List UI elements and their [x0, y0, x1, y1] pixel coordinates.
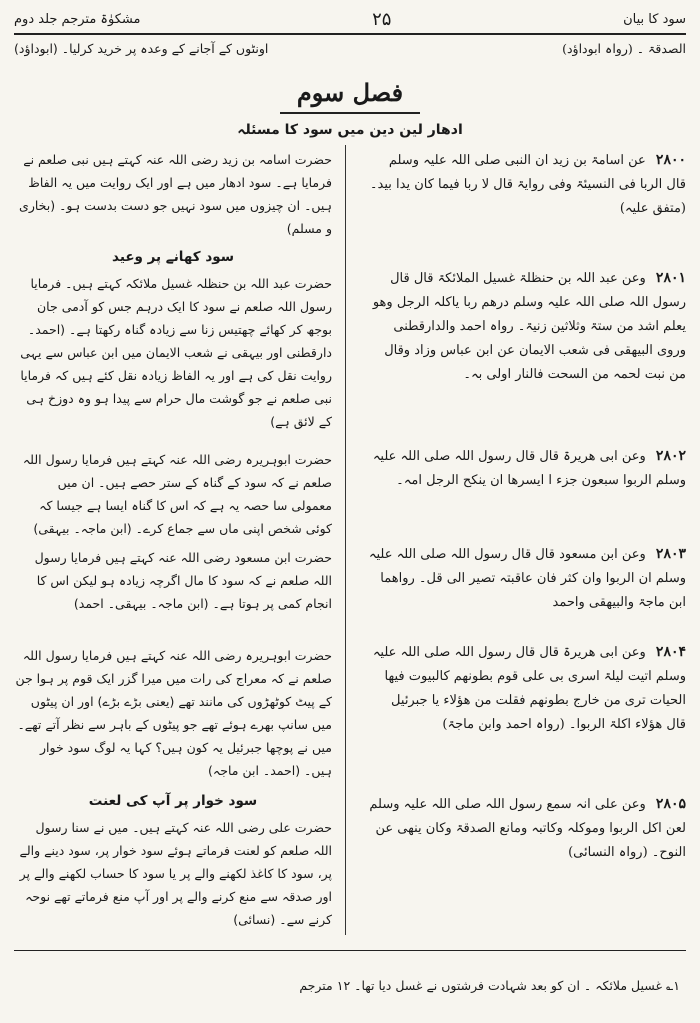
hadith-urdu-2800 [14, 148, 332, 240]
subhead-2: سود کھانے پر وعید [112, 249, 234, 265]
subhead-1: ادھار لین دین میں سود کا مسئلہ [237, 122, 463, 138]
hadith-urdu-text: حضرت عبد اللہ بن حنظلہ غسیل ملائکہ کہتے ہیں۔ فرمایا رسول اللہ صلعم نے سود کا ایک درہم جس کو آدمی جان بوجھ کر کھائے چھتیس زنا سے زیادہ گناہ رکھتا ہے۔ (احمد۔ دارقطنی اور بیہقی نے شعب الایمان میں ابن عباس سے یہی روایت نقل کی ہے اور یہ الفاظ زیادہ نقل کئے ہیں کہ فرمایا نبی صلعم نے جو گوشت مال حرام سے پیدا ہو وہ دوزخ ہی کے لائق ہے) [20, 276, 332, 429]
hadith-arabic-2800 [368, 148, 686, 260]
hadith-arabic-2804 [368, 640, 686, 786]
hadith-urdu-text: حضرت اسامہ بن زید رضی اللہ عنہ کہتے ہیں نبی صلعم نے فرمایا ہے۔ سود ادھار میں ہے اور ایک روایت میں یہ الفاظ ہیں۔ ان چیزوں میں سود نہیں جو دست بدست ہو۔ (بخاری و مسلم) [19, 152, 332, 236]
hadith-arabic-2805 [368, 792, 686, 865]
hadith-urdu-text: حضرت ابوہریرہ رضی اللہ عنہ کہتے ہیں فرمایا رسول اللہ صلعم نے کہ سود کے گناہ کے ستر حصے ہیں۔ ان میں معمولی سا حصہ یہ ہے کہ اس کا گناہ ایسا ہے جیسا کہ کوئی شخص اپنی ماں سے جماع کرے۔ (ابن ماجہ۔ بیہقی) [22, 452, 332, 536]
hadith-number: ۲۸۰۵ [655, 796, 686, 812]
running-header [14, 6, 686, 32]
hadith-number: ۲۸۰۲ [655, 448, 686, 464]
hadith-arabic-text: وعن عبد اللہ بن حنظلۃ غسیل الملائکۃ قال قال رسول اللہ صلی اللہ علیہ وسلم درھم ربا یاکلہ الرجل وھو یعلم اشد من ستۃ وثلاثین زنیۃ۔ رواہ احمد والدارقطنی وروی البیھقی فی شعب الایمان عن ابن عباس وزاد وقال من نبت لحمہ من السحت فالنار اولی بہ۔ [372, 271, 686, 382]
hadith-arabic-2801 [368, 266, 686, 438]
hadith-number: ۲۸۰۱ [655, 270, 686, 286]
hadith-arabic-text: وعن علی انہ سمع رسول اللہ صلی اللہ علیہ وسلم لعن اکل الربوا وموکلہ وکاتبہ ومانع الصدقۃ وکان ینھی عن النوح۔ (رواہ النسائی) [369, 797, 686, 860]
section-title-underline [280, 112, 420, 114]
section-title: فصل سوم [296, 78, 404, 107]
hadith-urdu-text: حضرت ابوہریرہ رضی اللہ عنہ کہتے ہیں فرمایا رسول اللہ صلعم نے کہ معراج کی رات میں میرا گزر ایک قوم پر ہوا جن کے پیٹ کوٹھڑوں کی مانند تھے (یعنی بڑے بڑے) اور ان پیٹوں میں سانپ بھرے ہوئے تھے جو پیٹوں کے باہر سے نظر آتے تھے۔ میں نے پوچھا جبرئیل یہ کون ہیں؟ کہا یہ لوگ سود خوار ہیں۔ (احمد۔ ابن ماجہ) [15, 648, 332, 778]
hadith-urdu-2801 [14, 272, 332, 442]
footnote: ۱؎ غسیل ملائکہ ۔ ان کو بعد شہادت فرشتوں نے غسل دیا تھا۔ ۱۲ مترجم [299, 978, 680, 993]
hadith-number: ۲۸۰۴ [655, 644, 686, 660]
subhead-3: سود خوار پر آپ کی لعنت [88, 793, 258, 809]
header-chapter-title: سود کا بیان [623, 11, 686, 27]
urdu-column [14, 148, 332, 937]
arabic-column [368, 148, 686, 871]
hadith-urdu-text: حضرت ابن مسعود رضی اللہ عنہ کہتے ہیں فرمایا رسول اللہ صلعم نے کہ سود کا مال اگرچہ زیادہ ہو لیکن اس کا انجام کمی پر ہوتا ہے۔ (ابن ماجہ۔ بیہقی۔ احمد) [34, 550, 332, 611]
header-book-title: مشکوٰۃ مترجم جلد دوم [14, 11, 141, 27]
hadith-urdu-2803 [14, 546, 332, 638]
hadith-urdu-2802 [14, 448, 332, 540]
hadith-arabic-text: وعن ابی ھریرۃ قال قال رسول اللہ صلی اللہ علیہ وسلم اتیت لیلۃ اسری بی علی قوم بطونھم کالبیوت فیھا الحیات تری من خارج بطونھم فقلت من ھؤلاء یا جبرئیل قال ھؤلاء اکلۃ الربوا۔ (رواہ احمد وابن ماجۃ) [372, 645, 686, 732]
hadith-arabic-text: وعن ابی ھریرۃ قال قال رسول اللہ صلی اللہ علیہ وسلم الربوا سبعون جزء ا ایسرھا ان ینکح الرجل امہ۔ [372, 449, 686, 488]
footnote-rule [14, 950, 686, 951]
hadith-number: ۲۸۰۰ [655, 152, 686, 168]
hadith-number: ۲۸۰۳ [655, 546, 686, 562]
page-number: ۲۵ [372, 8, 392, 30]
hadith-arabic-2802 [368, 444, 686, 536]
column-divider [345, 145, 346, 935]
hadith-urdu-2805 [14, 816, 332, 931]
carryover-arabic: الصدقۃ ۔ (رواہ ابوداؤد) [562, 40, 686, 56]
hadith-arabic-text: عن اسامۃ بن زید ان النبی صلی اللہ علیہ وسلم قال الربا فی النسیئۃ وفی روایۃ قال لا ربا فیما کان یدا بید۔ (متفق علیہ) [369, 153, 686, 216]
header-rule [14, 33, 686, 35]
carryover-line [14, 36, 686, 60]
hadith-urdu-2804 [14, 644, 332, 784]
hadith-urdu-text: حضرت علی رضی اللہ عنہ کہتے ہیں۔ میں نے سنا رسول اللہ صلعم کو لعنت فرماتے ہوئے سود خوار پر، سود دینے والے پر، سود کا کاغذ لکھنے والے پر یا سود کا حساب لکھنے والے پر اور صدقہ سے منع کرنے والے پر اور آپ منع فرماتے تھے نوحہ کرنے سے۔ (نسائی) [19, 820, 332, 927]
carryover-urdu: اونٹوں کے آجانے کے وعدہ پر خرید کرلیا۔ (ابوداؤد) [14, 40, 269, 56]
hadith-arabic-2803 [368, 542, 686, 634]
hadith-arabic-text: وعن ابن مسعود قال قال رسول اللہ صلی اللہ علیہ وسلم ان الربوا وان کثر فان عاقبتہ تصیر الی قل۔ رواھما ابن ماجۃ والبیھقی واحمد [368, 547, 686, 610]
